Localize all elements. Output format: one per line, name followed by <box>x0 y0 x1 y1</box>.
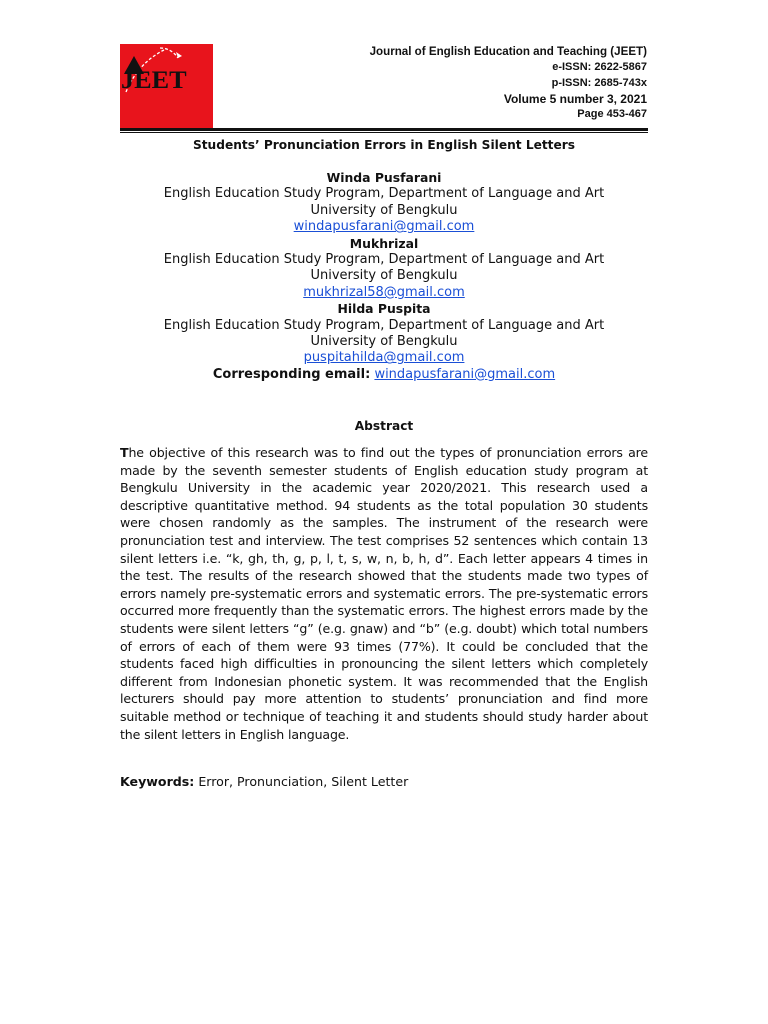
author-affiliation: English Education Study Program, Department of Language and Art <box>163 186 605 202</box>
author-email-link[interactable]: windapusfarani@gmail.com <box>293 219 475 235</box>
keywords-line <box>120 773 408 790</box>
logo-text: JEET <box>121 67 187 94</box>
corresponding-label: Corresponding email: <box>212 366 371 382</box>
author-university: University of Bengkulu <box>310 202 458 218</box>
author-name: Mukhrizal <box>349 235 419 251</box>
e-issn: e-ISSN: 2622-5867 <box>552 61 647 73</box>
author-email-link[interactable]: mukhrizal58@gmail.com <box>303 284 465 300</box>
journal-logo <box>120 44 213 129</box>
author-email-link[interactable]: puspitahilda@gmail.com <box>303 350 465 366</box>
journal-info <box>370 43 647 123</box>
author-name: Hilda Puspita <box>337 301 431 317</box>
author-affiliation: English Education Study Program, Department of Language and Art <box>163 252 605 268</box>
author-university: University of Bengkulu <box>310 334 458 350</box>
abstract-text <box>120 444 648 743</box>
volume: Volume 5 number 3, 2021 <box>503 92 647 107</box>
keywords-label: Keywords: <box>120 774 195 789</box>
author-name: Winda Pusfarani <box>326 170 442 185</box>
keywords-value: Error, Pronunciation, Silent Letter <box>194 774 409 789</box>
author-block <box>120 170 648 383</box>
abstract-first-letter: T <box>120 445 129 460</box>
author-affiliation: English Education Study Program, Department of Language and Art <box>163 317 605 333</box>
author-university: University of Bengkulu <box>310 268 458 284</box>
corresponding-email-line <box>120 367 648 383</box>
journal-name: Journal of English Education and Teaching (JEET) <box>369 45 647 58</box>
abstract-body: he objective of this research was to find out the types of pronunciation errors are made by the seventh semester students of English education study program at Bengkulu University in the academic year 2020/2021. This research used a descriptive quantitative method. 94 students as the total population 30 students were chosen randomly as the samples. The instrument of the research were pronunciation test and interview. The test comprises 52 sentences which contain 13 silent letters i.e. “k, gh, th, g, p, l, t, s, w, n, b, h, d”. Each letter appears 4 times in the test. The results of the research showed that the students made two types of errors namely pre-systematic errors and systematic errors. The pre-systematic errors occurred more frequently than the systematic errors. The highest errors made by the students were silent letters “g” (e.g. gnaw) and “b” (e.g. doubt) which total numbers of errors of each of them were 93 times (77%). It could be concluded that the students faced high difficulties in pronouncing the silent letters which completely different from Indonesian phonetic system. It was recommended that the English lecturers should pay more attention to students’ pronunciation and find more suitable method or technique of teaching it and students should study harder about the silent letters in English language. <box>120 445 648 742</box>
page-range: Page 453-467 <box>577 108 647 121</box>
header-rule-thick <box>120 128 648 131</box>
header-rule-thin <box>120 132 648 133</box>
corresponding-email-link[interactable]: windapusfarani@gmail.com <box>374 366 556 382</box>
abstract-heading: Abstract <box>354 419 414 433</box>
paper-title: Students’ Pronunciation Errors in English Silent Letters <box>192 138 576 152</box>
p-issn: p-ISSN: 2685-743x <box>551 76 647 89</box>
